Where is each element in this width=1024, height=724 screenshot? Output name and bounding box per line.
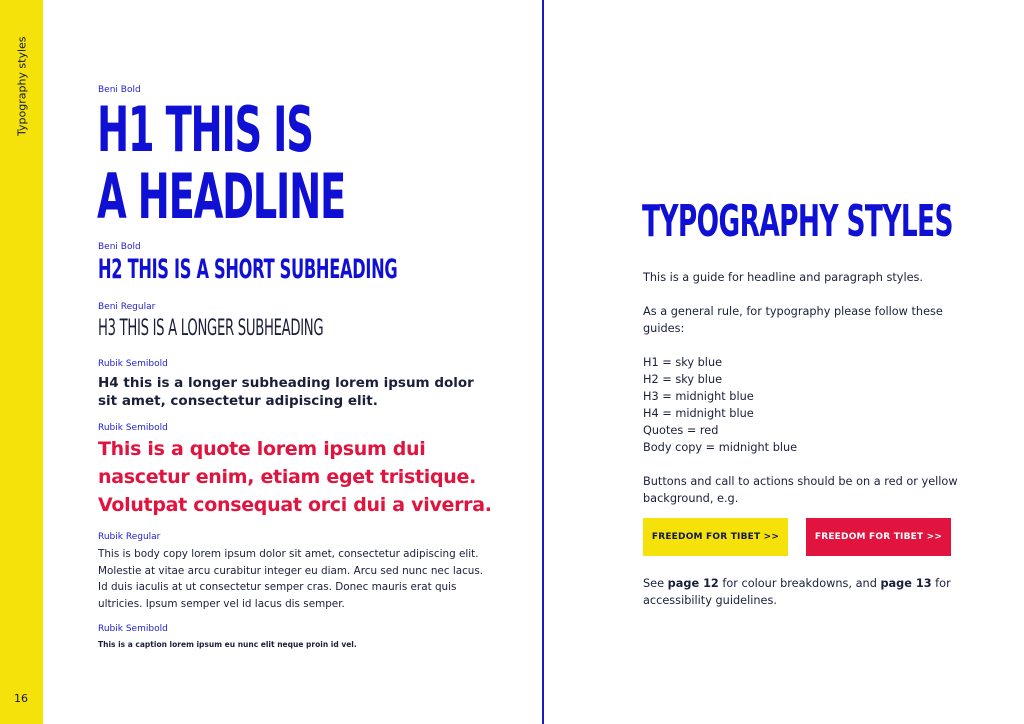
h2-font-label: Beni Bold: [98, 242, 141, 252]
quote-sample: This is a quote lorem ipsum dui nascetur enim, etiam eget tristique. Volutpat consequat orci dui a viverra.: [98, 438, 492, 516]
body-font-label: Rubik Regular: [98, 532, 161, 542]
h1-sample: [97, 93, 519, 233]
sidebar-title: Typography styles: [15, 36, 29, 136]
h1-line-1: H1 THIS IS: [97, 93, 313, 166]
intro-text: [643, 269, 963, 286]
h2-sample: H2 THIS IS A SHORT SUBHEADING: [98, 254, 398, 285]
caption-sample: This is a caption lorem ipsum eu nunc elit neque proin id vel.: [98, 640, 357, 649]
page-number: 16: [14, 692, 28, 705]
guide-item: H2 = sky blue: [643, 373, 723, 386]
h1-line-2: A HEADLINE: [97, 160, 346, 233]
caption-font-label: Rubik Semibold: [98, 624, 168, 634]
intro-paragraph: This is a guide for headline and paragraph styles.: [643, 271, 924, 284]
page-title: TYPOGRAPHY STYLES: [642, 196, 953, 247]
buttons-note: [643, 473, 963, 507]
h3-font-label: Beni Regular: [98, 302, 156, 312]
guide-item: H3 = midnight blue: [643, 390, 754, 403]
buttons-note-paragraph: Buttons and call to actions should be on a red or yellow background, e.g.: [643, 475, 958, 505]
see-also-paragraph: [643, 575, 963, 609]
guide-item: Quotes = red: [643, 424, 719, 437]
page-13-link: page 13: [880, 577, 932, 590]
see-suffix: for accessibility guidelines.: [643, 577, 951, 607]
guide-item: Body copy = midnight blue: [643, 441, 798, 454]
page-divider: [542, 0, 544, 724]
body-copy-sample: This is body copy lorem ipsum dolor sit amet, consectetur adipiscing elit. Molestie at vitae arcu curabitur integer eu diam. Arcu sed nunc nec lacus. Id duis iaculis at ut consectetur semper cras. Donec mauris erat quis ultricies. Ipsum semper vel id lacus dis semper.: [98, 548, 484, 610]
rule-text: [643, 303, 963, 337]
guide-item: H4 = midnight blue: [643, 407, 754, 420]
h3-sample: H3 THIS IS A LONGER SUBHEADING: [98, 316, 324, 341]
h4-font-label: Rubik Semibold: [98, 359, 168, 369]
h4-sample: H4 this is a longer subheading lorem ipsum dolor sit amet, consectetur adipiscing elit.: [98, 375, 474, 409]
see-also-text: [643, 575, 963, 609]
cta-button-red[interactable]: FREEDOM FOR TIBET >>: [806, 518, 951, 556]
cta-button-yellow[interactable]: FREEDOM FOR TIBET >>: [643, 518, 788, 556]
guide-list: [643, 354, 963, 456]
guide-item: H1 = sky blue: [643, 356, 723, 369]
page-12-link: page 12: [667, 577, 719, 590]
h1-font-label: Beni Bold: [98, 85, 141, 95]
rule-paragraph: As a general rule, for typography please follow these guides:: [643, 305, 943, 335]
see-mid: for colour breakdowns, and: [718, 577, 881, 590]
see-prefix: See: [643, 577, 668, 590]
quote-font-label: Rubik Semibold: [98, 423, 168, 433]
